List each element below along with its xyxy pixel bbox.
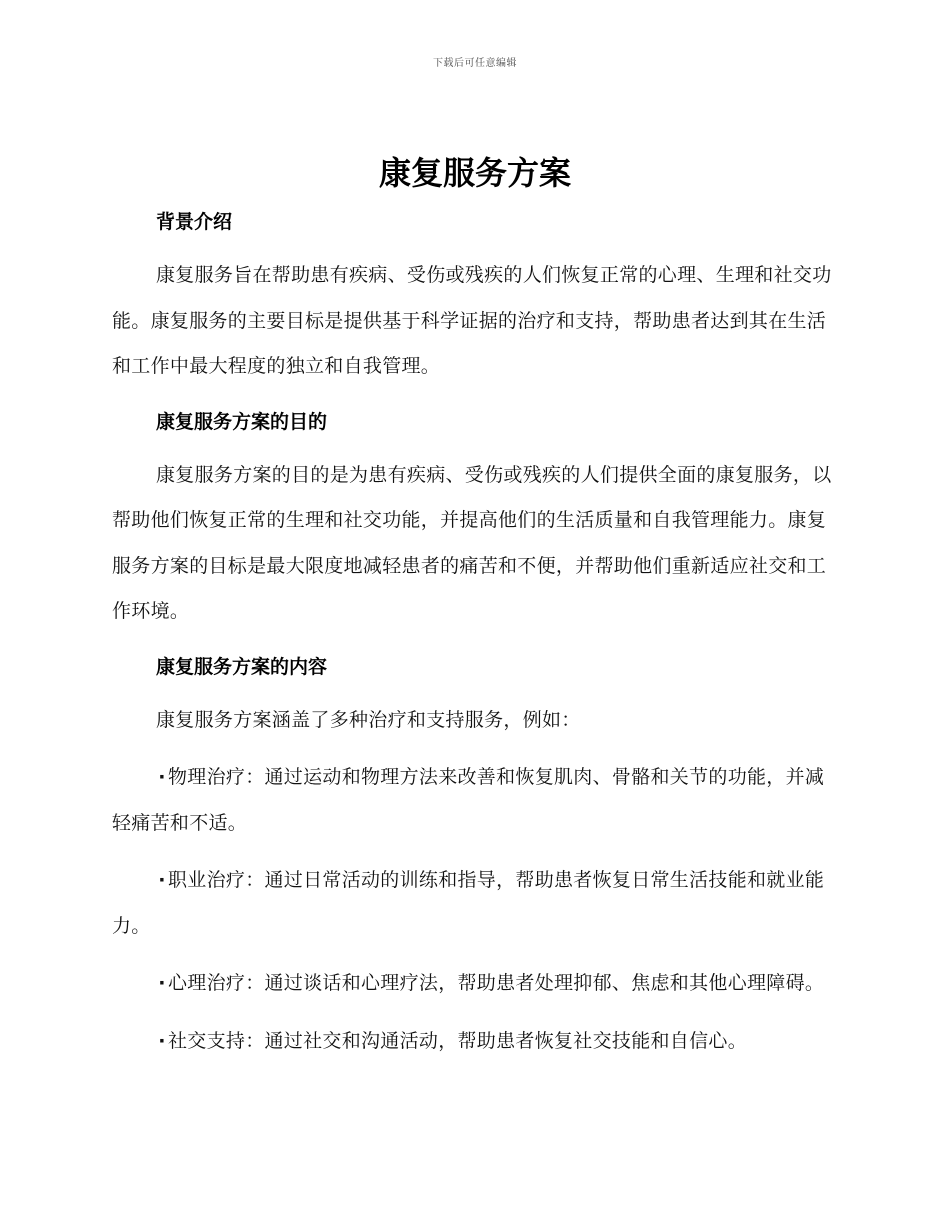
list-item-text: 心理治疗：通过谈话和心理疗法，帮助患者处理抑郁、焦虑和其他心理障碍。 bbox=[168, 972, 825, 994]
list-item bbox=[112, 1019, 832, 1065]
list-item-text: 物理治疗：通过运动和物理方法来改善和恢复肌肉、骨骼和关节的功能，并减轻痛苦和不适。 bbox=[112, 766, 825, 834]
list-item-text: 职业治疗：通过日常活动的训练和指导，帮助患者恢复日常生活技能和就业能力。 bbox=[112, 869, 825, 937]
bullet-icon: · bbox=[158, 869, 166, 891]
section-paragraph-background: 康复服务旨在帮助患有疾病、受伤或残疾的人们恢复正常的心理、生理和社交功能。康复服务的主要目标是提供基于科学证据的治疗和支持，帮助患者达到其在生活和工作中最大程度的独立和自我管理。 bbox=[112, 264, 832, 377]
list-item bbox=[112, 961, 832, 1007]
bullet-icon: · bbox=[158, 766, 166, 788]
document-title: 康复服务方案 bbox=[378, 154, 571, 192]
section-paragraph-content: 康复服务方案涵盖了多种治疗和支持服务，例如： bbox=[156, 708, 581, 731]
list-item bbox=[112, 858, 832, 949]
section-paragraph-purpose: 康复服务方案的目的是为患有疾病、受伤或残疾的人们提供全面的康复服务，以帮助他们恢复正常的生理和社交功能，并提高他们的生活质量和自我管理能力。康复服务方案的目标是最大限度地减轻患者的痛苦和不便，并帮助他们重新适应社交和工作环境。 bbox=[112, 463, 832, 622]
section-heading-background: 背景介绍 bbox=[156, 211, 233, 233]
bullet-icon: · bbox=[158, 972, 166, 994]
list-item bbox=[112, 755, 832, 846]
bullet-icon: · bbox=[158, 1029, 166, 1052]
list-item-text: 社交支持：通过社交和沟通活动，帮助患者恢复社交技能和自信心。 bbox=[168, 1029, 748, 1052]
section-heading-content: 康复服务方案的内容 bbox=[156, 655, 328, 678]
header-note: 下载后可任意编辑 bbox=[433, 58, 517, 69]
document-body bbox=[112, 202, 832, 1064]
section-heading-purpose: 康复服务方案的目的 bbox=[156, 410, 328, 433]
